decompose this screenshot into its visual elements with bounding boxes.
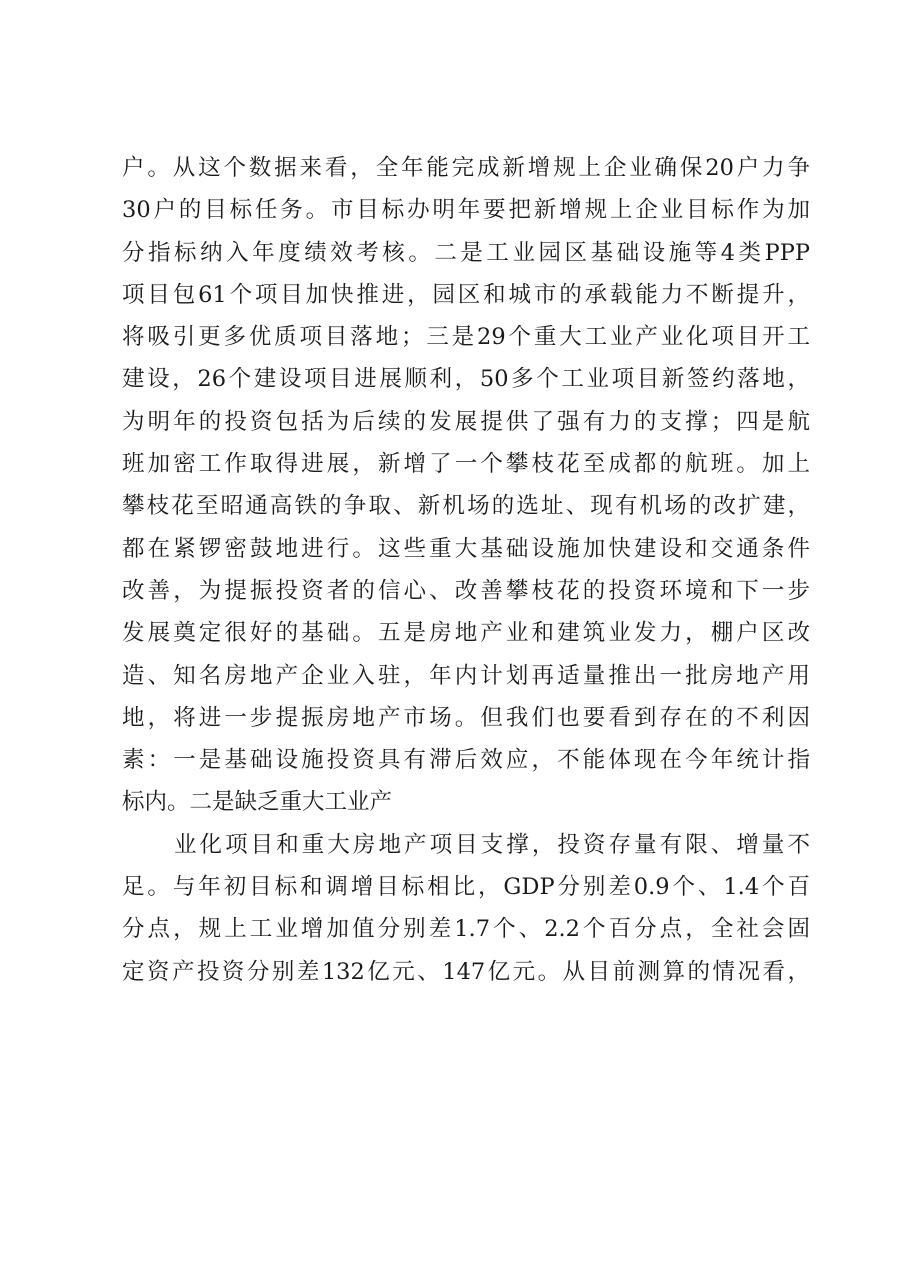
text-line: 攀枝花至昭通高铁的争取、新机场的选址、现有机场的改扩建， [122, 493, 810, 520]
text-line: 素：一是基础设施投资具有滞后效应，不能体现在今年统计指 [122, 747, 810, 774]
text-line: 为明年的投资包括为后续的发展提供了强有力的支撑；四是航 [122, 408, 810, 435]
text-line: 发展奠定很好的基础。五是房地产业和建筑业发力，棚户区改 [122, 620, 810, 647]
text-line: 将吸引更多优质项目落地；三是29个重大工业产业化项目开工 [122, 324, 810, 351]
text-line: 都在紧锣密鼓地进行。这些重大基础设施加快建设和交通条件 [122, 535, 810, 562]
text-line: 户。从这个数据来看，全年能完成新增规上企业确保20户力争 [122, 155, 810, 181]
text-line: 定资产投资分别差132亿元、147亿元。从目前测算的情况看， [122, 958, 810, 985]
text-line: 造、知名房地产企业入驻，年内计划再适量推出一批房地产用 [122, 662, 810, 689]
text-line: 班加密工作取得进展，新增了一个攀枝花至成都的航班。加上 [122, 451, 810, 478]
text-line: 地，将进一步提振房地产市场。但我们也要看到存在的不利因 [122, 704, 810, 731]
text-line: 足。与年初目标和调增目标相比，GDP分别差0.9个、1.4个百 [122, 874, 810, 901]
text-line: 改善，为提振投资者的信心、改善攀枝花的投资环境和下一步 [122, 577, 810, 604]
text-line: 分指标纳入年度绩效考核。二是工业园区基础设施等4类PPP [122, 239, 810, 266]
paragraph-first-line: 业化项目和重大房地产项目支撑，投资存量有限、增量不 [174, 831, 810, 858]
text-line: 标内。二是缺乏重大工业产 [122, 789, 393, 816]
text-line: 分点，规上工业增加值分别差1.7个、2.2个百分点，全社会固 [122, 916, 810, 943]
text-line: 建设，26个建设项目进展顺利，50多个工业项目新签约落地， [122, 366, 810, 393]
text-line: 30户的目标任务。市目标办明年要把新增规上企业目标作为加 [122, 197, 810, 224]
document-body [122, 147, 810, 993]
text-line: 项目包61个项目加快推进，园区和城市的承载能力不断提升， [122, 281, 810, 308]
